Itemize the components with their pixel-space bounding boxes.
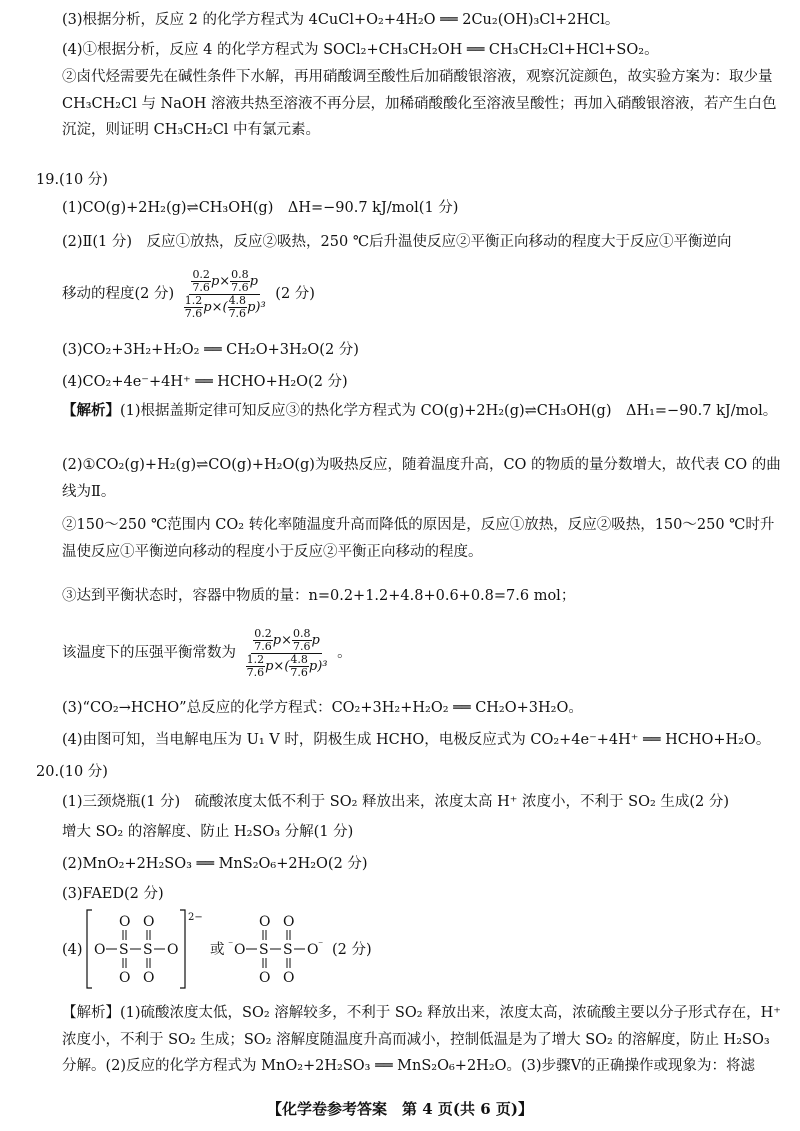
atom-o: O xyxy=(234,942,246,958)
atom-s: S xyxy=(119,942,129,958)
kp-n1: 0.2 xyxy=(192,267,210,281)
q19-analysis-7: (4)由图可知，当电解电压为 U₁ V 时，阴极生成 HCHO，电极反应式为 CO₂+4e⁻+4H⁺ ══ HCHO+H₂O。 xyxy=(62,732,771,748)
answer-4-2: ②卤代烃需要先在碱性条件下水解，再用硝酸调至酸性后加硝酸银溶液，观察沉淀颜色，故实验方案为：取少量 CH₃CH₂Cl 与 NaOH 溶液共热至溶液不再分层，加稀硝酸酸化至溶液呈酸性；再加入硝酸银溶液，若产生白色沉淀，则证明 CH₃CH₂Cl 中有氯元素。 xyxy=(62,69,777,138)
q19-answer-2-score: (2 分) xyxy=(275,286,315,302)
kp-p2: p xyxy=(249,273,258,289)
q19-analysis-6: (3)“CO₂→HCHO”总反应的化学方程式：CO₂+3H₂+H₂O₂ ══ CH₂O+3H₂O。 xyxy=(62,700,583,716)
kp2-p3: p×( xyxy=(265,658,290,674)
q19-analysis-1-text: (1)根据盖斯定律可知反应③的热化学方程式为 CO(g)+2H₂(g)⇌CH₃OH(g) ΔH₁=−90.7 kJ/mol。 xyxy=(120,403,778,419)
kp2-p2: p xyxy=(311,632,320,648)
kp2-d2: 7.6 xyxy=(293,639,311,653)
kp-n3: 1.2 xyxy=(184,293,203,307)
kp2-n1: 0.2 xyxy=(254,626,272,640)
q19-answer-1: (1)CO(g)+2H₂(g)⇌CH₃OH(g) ΔH=−90.7 kJ/mol(1 分) xyxy=(62,200,459,216)
atom-o: O xyxy=(94,942,106,958)
atom-o: O xyxy=(119,914,131,930)
atom-o: O xyxy=(167,942,179,958)
atom-o: O xyxy=(119,970,131,986)
ion-charge: 2− xyxy=(188,912,203,923)
q20-answer-2: (2)MnO₂+2H₂SO₃ ══ MnS₂O₆+2H₂O(2 分) xyxy=(62,856,368,872)
kp2-p1: p× xyxy=(272,632,292,648)
atom-s: S xyxy=(283,942,293,958)
answer-4-1: (4)①根据分析，反应 4 的化学方程式为 SOCl₂+CH₃CH₂OH ══ CH₃CH₂Cl+HCl+SO₂。 xyxy=(62,42,659,58)
kp2-p4: p)³ xyxy=(308,658,328,674)
kp-d2: 7.6 xyxy=(231,280,249,294)
q20-analysis: 【解析】(1)硫酸浓度太低，SO₂ 溶解较多，不利于 SO₂ 释放出来，浓度太高，浓硫酸主要以分子形式存在，H⁺ 浓度小，不利于 SO₂ 生成；SO₂ 溶解度随温度升高而减小，控制低温是为了增大 SO₂ 的溶解度，防止 H₂SO₃ 分解。(2)反应的化学方程式为 MnO₂+2H₂SO₃ ══ MnS₂O₆+2H₂O。(3)步骤Ⅴ的正确操作或现象为：将滤 xyxy=(62,1005,781,1074)
q20-answer-4-score: (2 分) xyxy=(332,942,372,958)
minus-right: ⁻ xyxy=(318,940,324,951)
atom-o: O xyxy=(259,914,271,930)
analysis-tag: 【解析】 xyxy=(62,402,120,419)
q19-analysis-2: (2)①CO₂(g)+H₂(g)⇌CO(g)+H₂O(g)为吸热反应，随着温度升高，CO 的物质的量分数增大，故代表 CO 的曲线为Ⅱ。 xyxy=(62,457,781,500)
q19-answer-2-cont xyxy=(62,262,315,326)
q19-analysis-5-text: 该温度下的压强平衡常数为 xyxy=(62,645,236,661)
q20-answer-1-cont: 增大 SO₂ 的溶解度、防止 H₂SO₃ 分解(1 分) xyxy=(62,824,354,840)
page-footer: 【化学卷参考答案 第 4 页(共 6 页)】 xyxy=(267,1100,533,1118)
kp2-d3: 7.6 xyxy=(246,665,265,679)
dithionate-bracket-structure xyxy=(84,904,214,994)
kp-p3: p×( xyxy=(203,299,228,315)
kp-expression xyxy=(182,269,268,320)
q20-answer-3: (3)FAED(2 分) xyxy=(62,886,164,902)
kp-p4: p)³ xyxy=(247,299,266,315)
q19-answer-2: (2)Ⅱ(1 分) 反应①放热，反应②吸热，250 ℃后升温使反应②平衡正向移动的程度大于反应①平衡逆向 xyxy=(62,234,732,250)
atom-o: O xyxy=(259,970,271,986)
kp-d1: 7.6 xyxy=(192,280,210,294)
dithionate-charge-structure xyxy=(226,904,336,994)
atom-o: O xyxy=(143,970,155,986)
q19-analysis-3: ②150～250 ℃范围内 CO₂ 转化率随温度升高而降低的原因是，反应①放热，反应②吸热，150～250 ℃时升温使反应①平衡逆向移动的程度小于反应②平衡正向移动的程度。 xyxy=(62,517,775,560)
minus-left: ⁻ xyxy=(228,940,234,951)
kp-d4: 7.6 xyxy=(228,306,247,320)
atom-o: O xyxy=(143,914,155,930)
q19-answer-3: (3)CO₂+3H₂+H₂O₂ ══ CH₂O+3H₂O(2 分) xyxy=(62,342,359,358)
q20-answer-4-label: (4) xyxy=(62,942,83,958)
q19-analysis-5-end: 。 xyxy=(337,645,352,661)
atom-o: O xyxy=(307,942,319,958)
q19-analysis-5 xyxy=(62,620,352,686)
q19-analysis-4: ③达到平衡状态时，容器中物质的量：n=0.2+1.2+4.8+0.6+0.8=7.6 mol； xyxy=(62,588,576,604)
kp-n4: 4.8 xyxy=(228,293,247,307)
kp-n2: 0.8 xyxy=(231,267,249,281)
question-19-heading: 19.(10 分) xyxy=(36,172,108,188)
kp-d3: 7.6 xyxy=(184,306,203,320)
kp2-d1: 7.6 xyxy=(254,639,272,653)
kp2-n3: 1.2 xyxy=(246,652,265,666)
kp2-n2: 0.8 xyxy=(293,626,311,640)
kp2-d4: 7.6 xyxy=(290,665,308,679)
question-20-heading: 20.(10 分) xyxy=(36,764,108,780)
kp-expression-2 xyxy=(244,628,330,679)
atom-s: S xyxy=(143,942,153,958)
answer-3: (3)根据分析，反应 2 的化学方程式为 4CuCl+O₂+4H₂O ══ 2Cu₂(OH)₃Cl+2HCl。 xyxy=(62,12,620,28)
q19-answer-2-text: 移动的程度(2 分) xyxy=(62,286,175,302)
q20-answer-4-or: 或 xyxy=(210,942,225,958)
q19-answer-4: (4)CO₂+4e⁻+4H⁺ ══ HCHO+H₂O(2 分) xyxy=(62,374,348,390)
q19-analysis-1 xyxy=(62,398,782,425)
atom-o: O xyxy=(283,970,295,986)
kp2-n4: 4.8 xyxy=(290,652,308,666)
kp-p1: p× xyxy=(210,273,231,289)
atom-s: S xyxy=(259,942,269,958)
q20-answer-1: (1)三颈烧瓶(1 分) 硫酸浓度太低不利于 SO₂ 释放出来，浓度太高 H⁺ 浓度小，不利于 SO₂ 生成(2 分) xyxy=(62,794,730,810)
atom-o: O xyxy=(283,914,295,930)
